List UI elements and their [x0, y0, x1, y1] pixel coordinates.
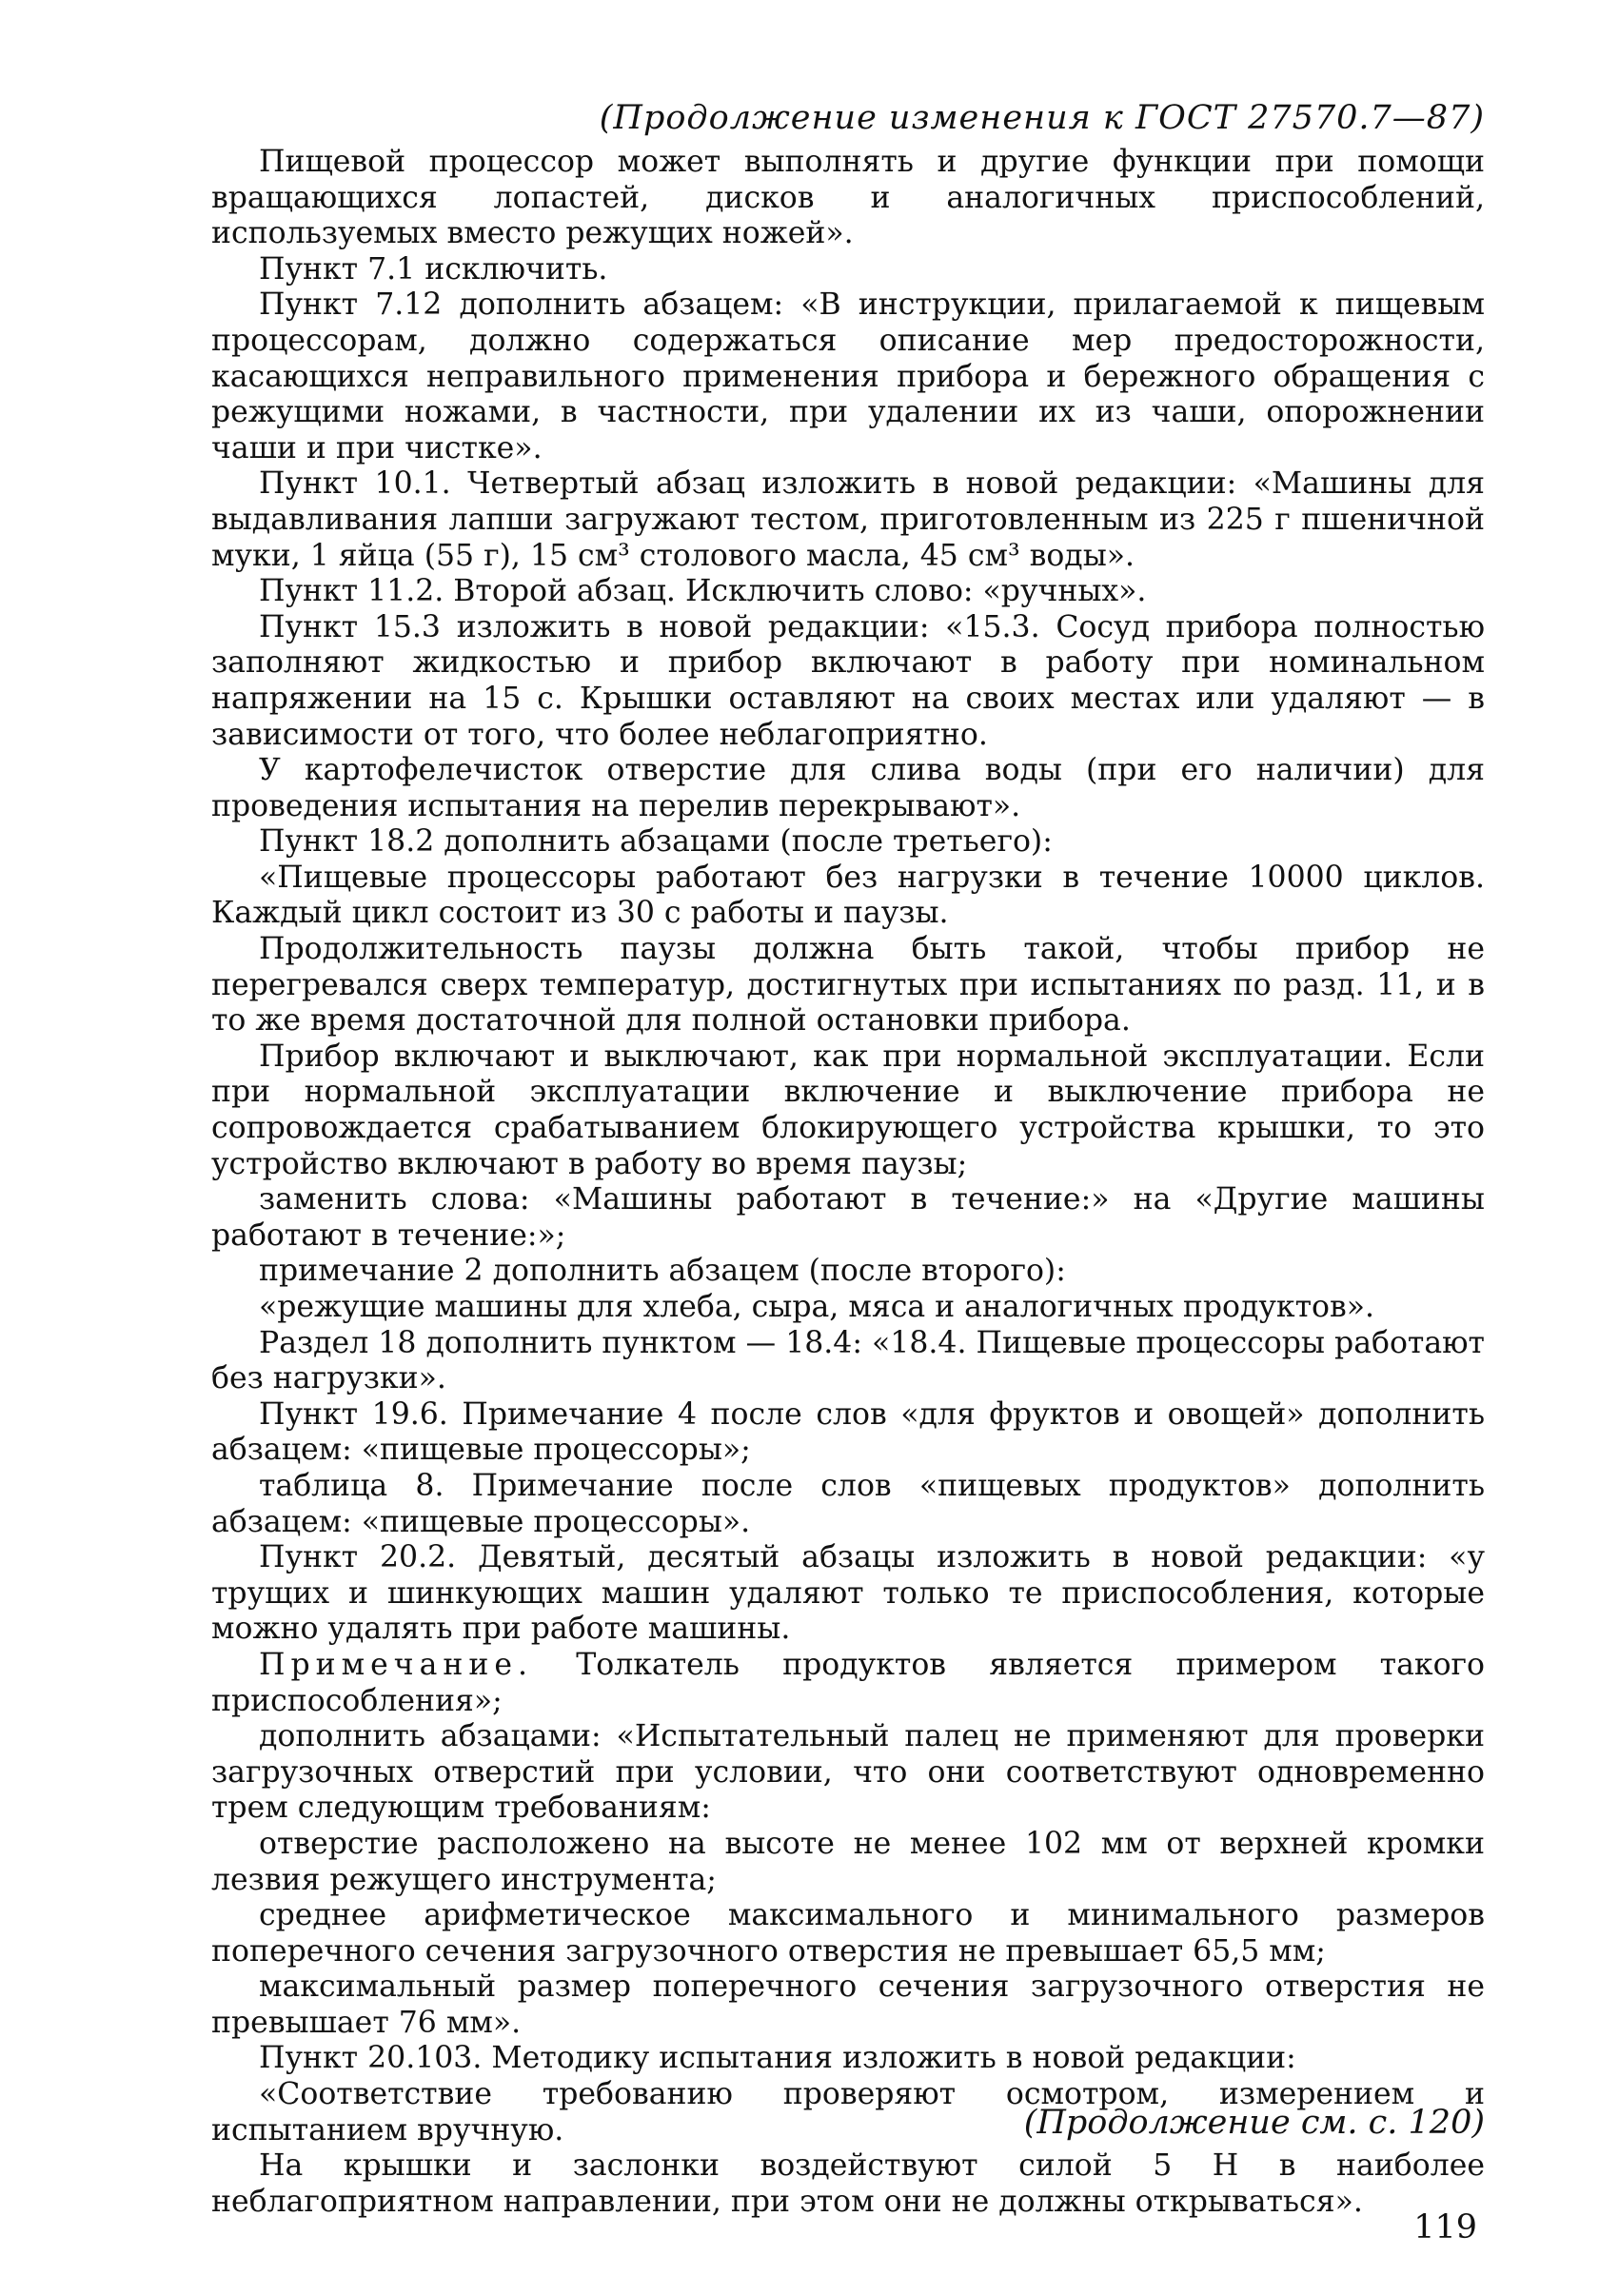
paragraph: Продолжительность паузы должна быть такой, чтобы прибор не перегревался сверх температур, достигнутых при испытаниях по разд. 11, и в то же время достаточной для полной остановки прибора. [211, 932, 1485, 1039]
paragraph: Пункт 19.6. Примечание 4 после слов «для фруктов и овощей» дополнить абзацем: «пищевые процессоры»; [211, 1396, 1485, 1468]
paragraph: отверстие расположено на высоте не менее 102 мм от верхней кромки лезвия режущего инструмента; [211, 1826, 1485, 1897]
paragraph: Пищевой процессор может выполнять и другие функции при помощи вращающихся лопастей, дисков и аналогичных приспособлений, используемых вместо режущих ножей». [211, 145, 1485, 251]
page-number: 119 [1413, 2208, 1477, 2247]
paragraph: Пункт 11.2. Второй абзац. Исключить слово: «ручных». [259, 574, 1147, 609]
paragraph: «режущие машины для хлеба, сыра, мяса и аналогичных продуктов». [259, 1290, 1374, 1324]
note-paragraph [211, 1648, 1485, 1719]
paragraph: таблица 8. Примечание после слов «пищевых продуктов» дополнить абзацем: «пищевые процессоры». [211, 1468, 1485, 1539]
document-body [211, 145, 1485, 2220]
paragraph: дополнить абзацами: «Испытательный палец не применяют для проверки загрузочных отверстий при условии, что они соответствуют одновременно трем следующим требованиям: [211, 1719, 1485, 1826]
paragraph: У картофелечисток отверстие для слива воды (при его наличии) для проведения испытания на перелив перекрывают». [211, 753, 1485, 823]
paragraph: заменить слова: «Машины работают в течение:» на «Другие машины работают в течение:»; [211, 1182, 1485, 1253]
note-label: Примечание. [259, 1647, 534, 1682]
paragraph: На крышки и заслонки воздействуют силой 5 Н в наиболее неблагоприятном направлении, при этом они не должны открываться». [211, 2148, 1485, 2219]
paragraph: Пункт 15.3 изложить в новой редакции: «15.3. Сосуд прибора полностью заполняют жидкостью и прибор включают в работу при номинальном напряжении на 15 с. Крышки оставляют на своих местах или удаляют — в зависимости от того, что более неблагоприятно. [211, 609, 1485, 752]
paragraph: «Пищевые процессоры работают без нагрузки в течение 10000 циклов. Каждый цикл состоит из 30 с работы и паузы. [211, 860, 1485, 931]
paragraph: Раздел 18 дополнить пунктом — 18.4: «18.4. Пищевые процессоры работают без нагрузки». [211, 1325, 1485, 1396]
paragraph: Пункт 20.103. Методику испытания изложить в новой редакции: [259, 2041, 1296, 2076]
paragraph: Пункт 18.2 дополнить абзацами (после третьего): [259, 824, 1053, 860]
paragraph: Пункт 7.12 дополнить абзацем: «В инструкции, прилагаемой к пищевым процессорам, должно содержаться описание мер предосторожности, касающихся неправильного применения прибора и бережного обращения с режущими ножами, в частности, при удалении их из чаши, опорожнении чаши и при чистке». [211, 287, 1485, 465]
paragraph: максимальный размер поперечного сечения загрузочного отверстия не превышает 76 мм». [211, 1969, 1485, 2040]
paragraph: «Соответствие требованию проверяют осмотром, измерением и испытанием вручную. [211, 2077, 1485, 2148]
paragraph: Прибор включают и выключают, как при нормальной эксплуатации. Если при нормальной эксплуатации включение и выключение прибора не сопровождается срабатыванием блокирующего устройства крышки, то это устройство включают в работу во время паузы; [211, 1039, 1485, 1181]
paragraph: Пункт 10.1. Четвертый абзац изложить в новой редакции: «Машины для выдавливания лапши загружают тестом, приготовленным из 225 г пшеничной муки, 1 яйца (55 г), 15 см³ столового масла, 45 см³ воды». [211, 466, 1485, 573]
paragraph: среднее арифметическое максимального и минимального размеров поперечного сечения загрузочного отверстия не превышает 65,5 мм; [211, 1898, 1485, 1969]
note-text: Толкатель продуктов является примером такого приспособления»; [211, 1647, 1485, 1718]
paragraph: примечание 2 дополнить абзацем (после второго): [259, 1254, 1066, 1289]
continuation-note: (Продолжение см. с. 120) [1023, 2104, 1485, 2142]
paragraph: Пункт 20.2. Девятый, десятый абзацы изложить в новой редакции: «у трущих и шинкующих машин удаляют только те приспособления, которые можно удалять при работе машины. [211, 1540, 1485, 1647]
page-header: (Продолжение изменения к ГОСТ 27570.7—87) [599, 99, 1485, 137]
paragraph: Пункт 7.1 исключить. [259, 251, 608, 287]
